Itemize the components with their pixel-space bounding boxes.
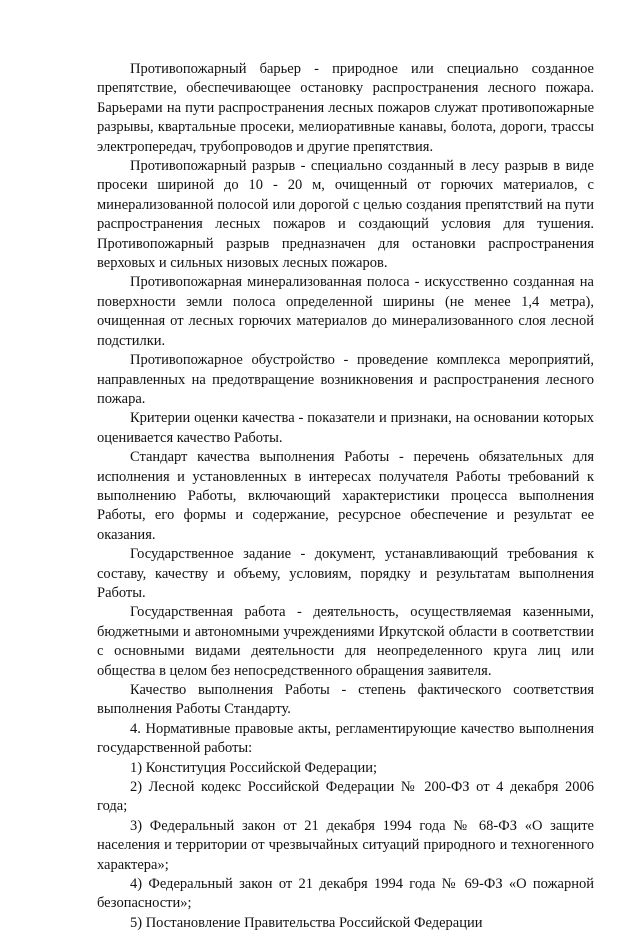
- legal-act-item-2: 2) Лесной кодекс Российской Федерации № 200-ФЗ от 4 декабря 2006 года;: [97, 779, 594, 815]
- document-page: [97, 60, 594, 933]
- legal-act-item-1: 1) Конституция Российской Федерации;: [130, 759, 377, 776]
- definition-mineralized-strip: Противопожарная минерализованная полоса - искусственно созданная на поверхности земли полоса определенной ширины (не менее 1,4 метра), очищенная от лесных горючих материалов до минерализованного слоя лесной подстилки.: [97, 274, 594, 349]
- definition-state-work: Государственная работа - деятельность, осуществляемая казенными, бюджетными и автономными учреждениями Иркутской области в соответствии с основными видами деятельности для неопределенного круга лиц или общества в целом без непосредственного обращения заявителя.: [97, 604, 594, 679]
- definition-quality-criteria: Критерии оценки качества - показатели и признаки, на основании которых оценивается качество Работы.: [97, 410, 594, 446]
- legal-act-item-5: 5) Постановление Правительства Российской Федерации: [130, 914, 483, 931]
- definition-state-assignment: Государственное задание - документ, устанавливающий требования к составу, качеству и объему, условиям, порядку и результатам выполнения Работы.: [97, 546, 594, 601]
- definition-quality-standard: Стандарт качества выполнения Работы - перечень обязательных для исполнения и установленных в интересах получателя Работы требований к выполнению Работы, включающий характеристики процесса выполнения Работы, его формы и содержание, ресурсное обеспечение и результат ее оказания.: [97, 449, 594, 543]
- legal-act-item-4: 4) Федеральный закон от 21 декабря 1994 года № 69-ФЗ «О пожарной безопасности»;: [97, 876, 594, 912]
- definition-fire-barrier: Противопожарный барьер - природное или специально созданное препятствие, обеспечивающее остановку распространения лесного пожара. Барьерами на пути распространения лесных пожаров служат противопожарные разрывы, квартальные просеки, мелиоративные канавы, болота, дороги, трассы электропередач, трубопроводов и другие препятствия.: [97, 61, 594, 155]
- section-4-heading: 4. Нормативные правовые акты, регламентирующие качество выполнения государственной работы:: [97, 720, 594, 757]
- definition-fire-arrangement: Противопожарное обустройство - проведение комплекса мероприятий, направленных на предотвращение возникновения и распространения лесного пожара.: [97, 352, 594, 407]
- definition-fire-break: Противопожарный разрыв - специально созданный в лесу разрыв в виде просеки шириной до 10 - 20 м, очищенный от горючих материалов, с минерализованной полосой или дорогой с целью создания препятствий на пути распространения лесных пожаров и создающий условия для тушения. Противопожарный разрыв предназначен для остановки распространения верховых и сильных низовых лесных пожаров.: [97, 158, 594, 272]
- legal-act-item-3: 3) Федеральный закон от 21 декабря 1994 года № 68-ФЗ «О защите населения и территории от чрезвычайных ситуаций природного и техногенного характера»;: [97, 817, 594, 873]
- definition-work-quality: Качество выполнения Работы - степень фактического соответствия выполнения Работы Стандарту.: [97, 682, 594, 718]
